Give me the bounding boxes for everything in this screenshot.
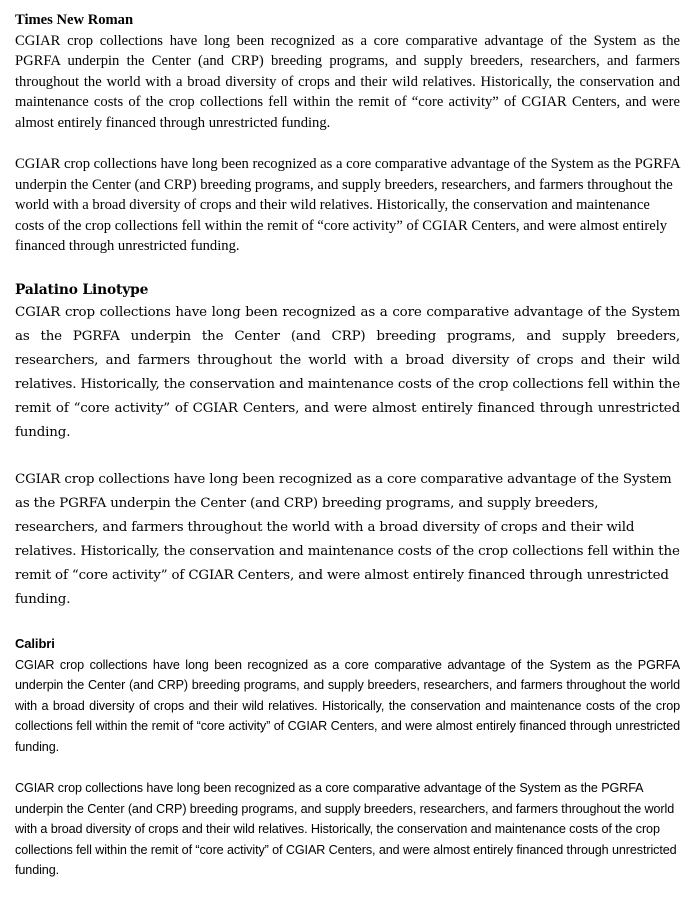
paragraph-left-aligned: CGIAR crop collections have long been recognized as a core comparative advantage of the System as the PGRFA underpin the Center (and CRP) breeding programs, and supply breeders, researchers, and farmers throughout the world with a broad diversity of crops and their wild relatives. Historically, the conservation and maintenance costs of the crop collections fell within the remit of “core activity” of CGIAR Centers, and were almost entirely financed through unrestricted funding. bbox=[15, 472, 680, 607]
section-heading: Times New Roman bbox=[15, 12, 134, 28]
section-heading: Palatino Linotype bbox=[15, 282, 149, 298]
section-heading: Calibri bbox=[15, 636, 55, 651]
paragraph-left-aligned: CGIAR crop collections have long been recognized as a core comparative advantage of the System as the PGRFA underpin the Center (and CRP) breeding programs, and supply breeders, researchers, and farmers throughout the world with a broad diversity of crops and their wild relatives. Historically, the conservation and maintenance costs of the crop collections fell within the remit of “core activity” of CGIAR Centers, and were almost entirely financed through unrestricted funding. bbox=[15, 156, 680, 254]
font-sample-calibri bbox=[15, 634, 680, 881]
paragraph-justified: CGIAR crop collections have long been recognized as a core comparative advantage of the System as the PGRFA underpin the Center (and CRP) breeding programs, and supply breeders, researchers, and farmers throughout the world with a broad diversity of crops and their wild relatives. Historically, the conservation and maintenance costs of the crop collections fell within the remit of “core activity” of CGIAR Centers, and were almost entirely financed through unrestricted funding. bbox=[15, 32, 680, 131]
font-sample-times-new-roman bbox=[15, 10, 680, 257]
paragraph-justified: CGIAR crop collections have long been recognized as a core comparative advantage of the System as the PGRFA underpin the Center (and CRP) breeding programs, and supply breeders, researchers, and farmers throughout the world with a broad diversity of crops and their wild relatives. Historically, the conservation and maintenance costs of the crop collections fell within the remit of “core activity” of CGIAR Centers, and were almost entirely financed through unrestricted funding. bbox=[15, 657, 680, 754]
paragraph-left-aligned: CGIAR crop collections have long been recognized as a core comparative advantage of the System as the PGRFA underpin the Center (and CRP) breeding programs, and supply breeders, researchers, and farmers throughout the world with a broad diversity of crops and their wild relatives. Historically, the conservation and maintenance costs of the crop collections fell within the remit of “core activity” of CGIAR Centers, and were almost entirely financed through unrestricted funding. bbox=[15, 781, 677, 877]
font-sample-palatino-linotype bbox=[15, 279, 680, 612]
paragraph-justified: CGIAR crop collections have long been recognized as a core comparative advantage of the System as the PGRFA underpin the Center (and CRP) breeding programs, and supply breeders, researchers, and farmers throughout the world with a broad diversity of crops and their wild relatives. Historically, the conservation and maintenance costs of the crop collections fell within the remit of “core activity” of CGIAR Centers, and were almost entirely financed through unrestricted funding. bbox=[15, 305, 680, 440]
